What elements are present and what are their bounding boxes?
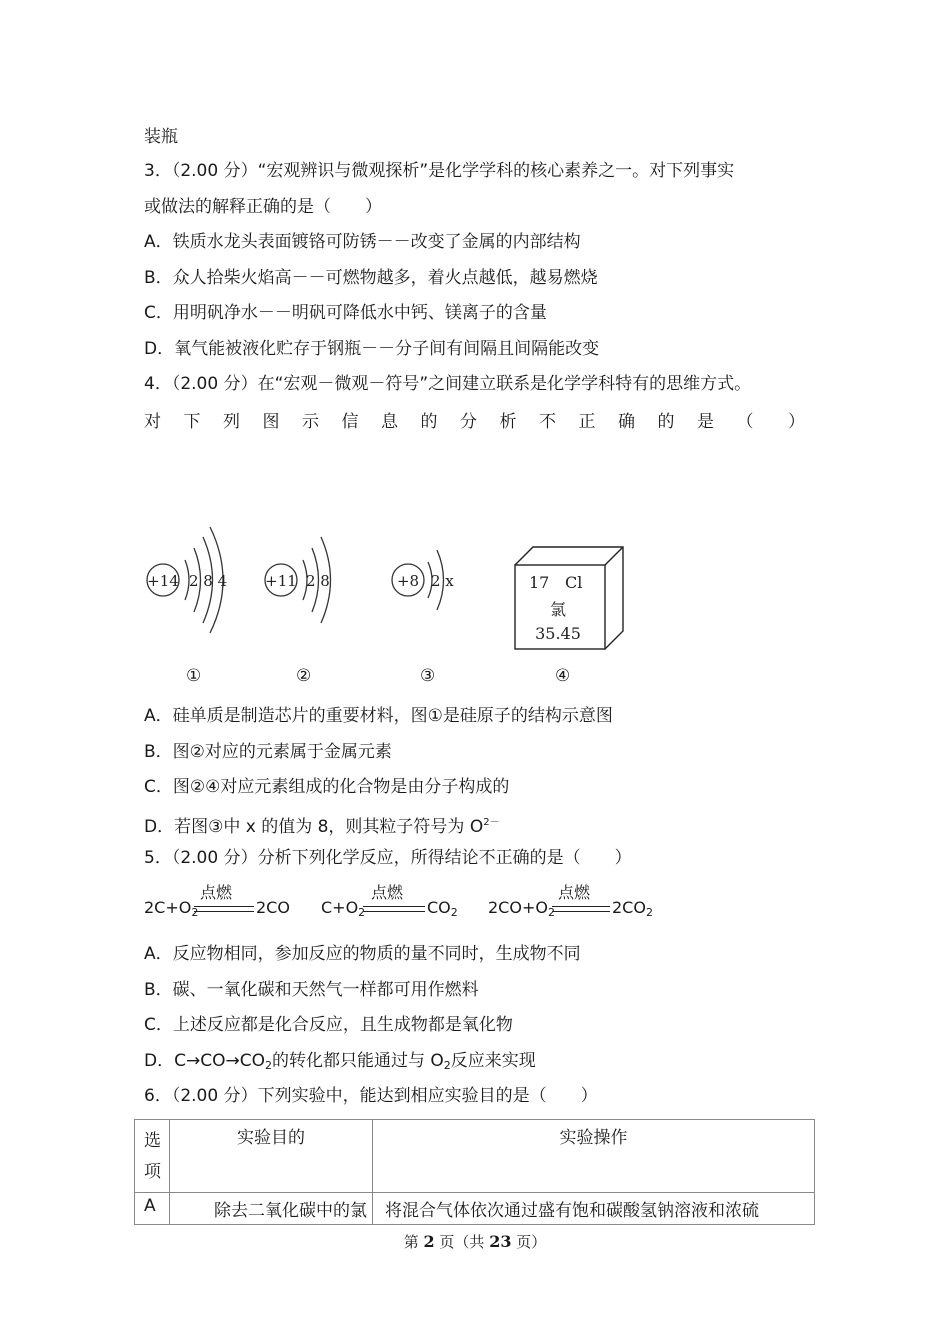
atom2-shells: 2 8	[306, 572, 330, 590]
experiment-table	[134, 1119, 815, 1225]
row-a-purpose: 除去二氧化碳中的氯	[170, 1193, 373, 1225]
figure-label-2: ②	[296, 666, 312, 686]
equation-1	[144, 880, 304, 920]
page-total: 23	[489, 1232, 512, 1251]
eq2-left: $C+O_2$	[321, 898, 366, 919]
row-a-option: A	[135, 1193, 170, 1225]
row-a-operation: 将混合气体依次通过盛有饱和碳酸氢钠溶液和浓硫	[373, 1193, 815, 1225]
element-mass: 35.45	[535, 624, 581, 643]
atom3-shells: 2 x	[431, 572, 454, 590]
q6-stem: 6．（2.00 分）下列实验中，能达到相应实验目的是（ ）	[144, 1086, 598, 1106]
q5-option-c: C．上述反应都是化合反应，且生成物都是氧化物	[144, 1015, 513, 1035]
q5-option-a: A．反应物相同，参加反应的物质的量不同时，生成物不同	[144, 944, 581, 964]
q4-option-d-text: D．若图③中 x 的值为 8，则其粒子符号为 O	[144, 817, 484, 837]
q3-option-c: C．用明矾净水－－明矾可降低水中钙、镁离子的含量	[144, 303, 547, 323]
header-operation-cell: 实验操作	[373, 1120, 815, 1193]
header-option-cell: 选 项	[135, 1120, 170, 1193]
eq1-condition: 点燃	[200, 883, 233, 902]
eq3-condition: 点燃	[558, 883, 591, 902]
table-row	[135, 1193, 815, 1225]
figure-label-4: ④	[555, 666, 571, 686]
figure-label-3: ③	[420, 666, 436, 686]
eq1-left: $2C+O_2$	[144, 898, 199, 919]
eq2-equals	[363, 906, 425, 912]
q3-option-a: A．铁质水龙头表面镀铬可防锈－－改变了金属的内部结构	[144, 232, 581, 252]
q5-option-b: B．碳、一氧化碳和天然气一样都可用作燃料	[144, 980, 479, 1000]
atom1-shells: 2 8 4	[189, 572, 228, 590]
q3-option-d: D．氧气能被液化贮存于钢瓶－－分子间有间隔且间隔能改变	[144, 339, 600, 359]
q4-option-d-charge: 2－	[483, 817, 500, 828]
element-name: 氯	[549, 600, 567, 619]
eq3-right: $2CO_2$	[612, 898, 653, 919]
header-purpose-cell: 实验目的	[170, 1120, 373, 1193]
element-number: 17	[529, 573, 550, 592]
q4-option-d	[144, 812, 500, 838]
eq3-left: $2CO+O_2$	[488, 898, 555, 919]
table-header-row	[135, 1120, 815, 1193]
atom3-nucleus: +8	[396, 572, 420, 590]
page-number: 2	[423, 1232, 435, 1251]
q5-option-d: D．$C\to CO\to CO_2$的转化都只能通过与 $O_2$反应来实现	[144, 1051, 536, 1072]
atom1-nucleus: +14	[147, 572, 179, 590]
q4-stem-close: ）	[788, 412, 805, 432]
q4-option-b: B．图②对应的元素属于金属元素	[144, 742, 392, 762]
eq2-condition: 点燃	[371, 883, 404, 902]
eq2-right: $CO_2$	[427, 898, 458, 919]
element-symbol: Cl	[565, 573, 583, 592]
equation-3	[488, 880, 668, 920]
q4-option-c: C．图②④对应元素组成的化合物是由分子构成的	[144, 777, 510, 797]
equation-2	[321, 880, 471, 920]
atom2-nucleus: +11	[265, 572, 297, 590]
eq3-equals	[552, 906, 610, 912]
page-footer: 第 2 页（共 23 页）	[403, 1232, 547, 1251]
q3-stem-line1: 3．（2.00 分）“宏观辨识与微观探析”是化学学科的核心素养之一。对下列事实	[144, 161, 735, 181]
eq1-right: 2CO	[256, 898, 290, 917]
eq1-equals	[194, 906, 254, 912]
q4-stem-line1: 4．（2.00 分）在“宏观－微观－符号”之间建立联系是化学学科特有的思维方式。	[144, 374, 752, 394]
q3-option-b: B．众人拾柴火焰高－－可燃物越多，着火点越低，越易燃烧	[144, 268, 598, 288]
q4-option-a: A．硅单质是制造芯片的重要材料，图①是硅原子的结构示意图	[144, 706, 613, 726]
figure-label-1: ①	[186, 666, 202, 686]
atom-structure-figures	[0, 515, 950, 655]
q4-stem-line2: 对下列图示信息的分析不正确的是（	[144, 412, 776, 432]
carryover-text: 装瓶	[144, 127, 178, 147]
q3-stem-line2: 或做法的解释正确的是（ ）	[144, 197, 382, 217]
q5-stem: 5．（2.00 分）分析下列化学反应，所得结论不正确的是（ ）	[144, 848, 632, 868]
